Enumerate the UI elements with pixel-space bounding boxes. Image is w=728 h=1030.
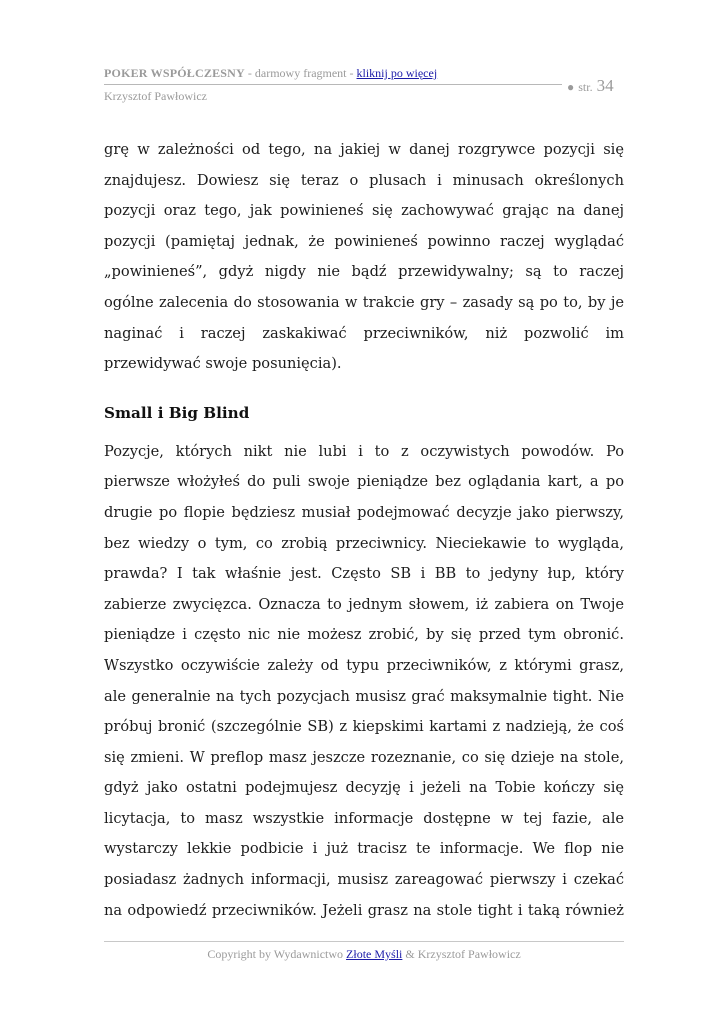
book-title: POKER WSPÓŁCZESNY [104,66,245,80]
text-line: na odpowiedź przeciwników. Jeżeli grasz na stole tight i taką również [104,901,624,919]
publisher-link[interactable]: Złote Myśli [346,947,403,961]
header-separator: - [244,66,255,80]
header-subtitle: darmowy fragment [254,66,347,80]
bullet-icon: ● [567,80,575,94]
text-line: licytacja, to masz wszystkie informacje dostępne w tej fazie, ale [104,809,624,827]
text-line: przewidywać swoje posunięcia). [104,355,342,373]
header-line [104,66,437,81]
section-heading: Small i Big Blind [104,403,250,422]
text-line: posiadasz żadnych informacji, musisz zareagować pierwszy i czekać [104,871,624,889]
text-line: prawda? I tak właśnie jest. Często SB i BB to jedyny łup, który [104,565,624,583]
text-line: pierwsze włożyłeś do puli swoje pieniądze bez oglądania kart, a po [104,473,624,491]
footer-divider [104,941,624,942]
text-line: pieniądze i często nic nie możesz zrobić, by się przed tym obronić. [104,626,624,644]
text-line: drugie po flopie będziesz musiał podejmować decyzje jako pierwszy, [104,503,624,521]
page-number: 34 [596,76,614,95]
text-line: znajdujesz. Dowiesz się teraz o plusach i minusach określonych [104,171,624,189]
page-header [104,66,624,106]
text-line: Pozycje, których nikt nie lubi i to z oczywistych powodów. Po [104,442,624,460]
page-content [104,135,624,926]
text-line: ale generalnie na tych pozycjach musisz grać maksymalnie tight. Nie [104,687,624,705]
paragraph-2 [104,437,624,927]
footer-prefix: Copyright by Wydawnictwo [207,947,347,961]
text-line: bez wiedzy o tym, co zrobią przeciwnicy. Nieciekawie to wygląda, [104,534,624,552]
paragraph-1 [104,135,624,380]
page-label: str. [578,80,593,94]
text-line: się zmieni. W preflop masz jeszcze rozeznanie, co się dzieje na stole, [104,748,624,766]
more-link[interactable]: kliknij po więcej [356,66,438,80]
text-line: pozycji (pamiętaj jednak, że powinieneś powinno raczej wyglądać [104,232,624,250]
text-line: grę w zależności od tego, na jakiej w danej rozgrywce pozycji się [104,141,624,158]
text-line: „powinieneś”, gdyż nigdy nie bądź przewidywalny; są to raczej [104,263,624,281]
header-divider [104,84,562,85]
page-footer [0,947,728,962]
text-line: pozycji oraz tego, jak powinieneś się zachowywać grając na danej [104,202,624,220]
text-line: naginać i raczej zaskakiwać przeciwników, niż pozwolić im [104,324,624,342]
text-line: Wszystko oczywiście zależy od typu przeciwników, z którymi grasz, [104,656,624,674]
header-separator-2: - [346,66,357,80]
header-author: Krzysztof Pawłowicz [104,89,207,103]
text-line: zabierze zwycięzca. Oznacza to jednym słowem, iż zabiera on Twoje [104,595,624,613]
text-line: ogólne zalecenia do stosowania w trakcie gry – zasady są po to, by je [104,293,624,311]
text-line: próbuj bronić (szczególnie SB) z kiepskimi kartami z nadzieją, że coś [104,718,624,736]
text-line: wystarczy lekkie podbicie i już tracisz te informacje. We flop nie [104,840,624,858]
text-line: gdyż jako ostatni podejmujesz decyzję i jeżeli na Tobie kończy się [104,779,624,797]
page-indicator [567,76,614,96]
footer-suffix: & Krzysztof Pawłowicz [402,947,521,961]
